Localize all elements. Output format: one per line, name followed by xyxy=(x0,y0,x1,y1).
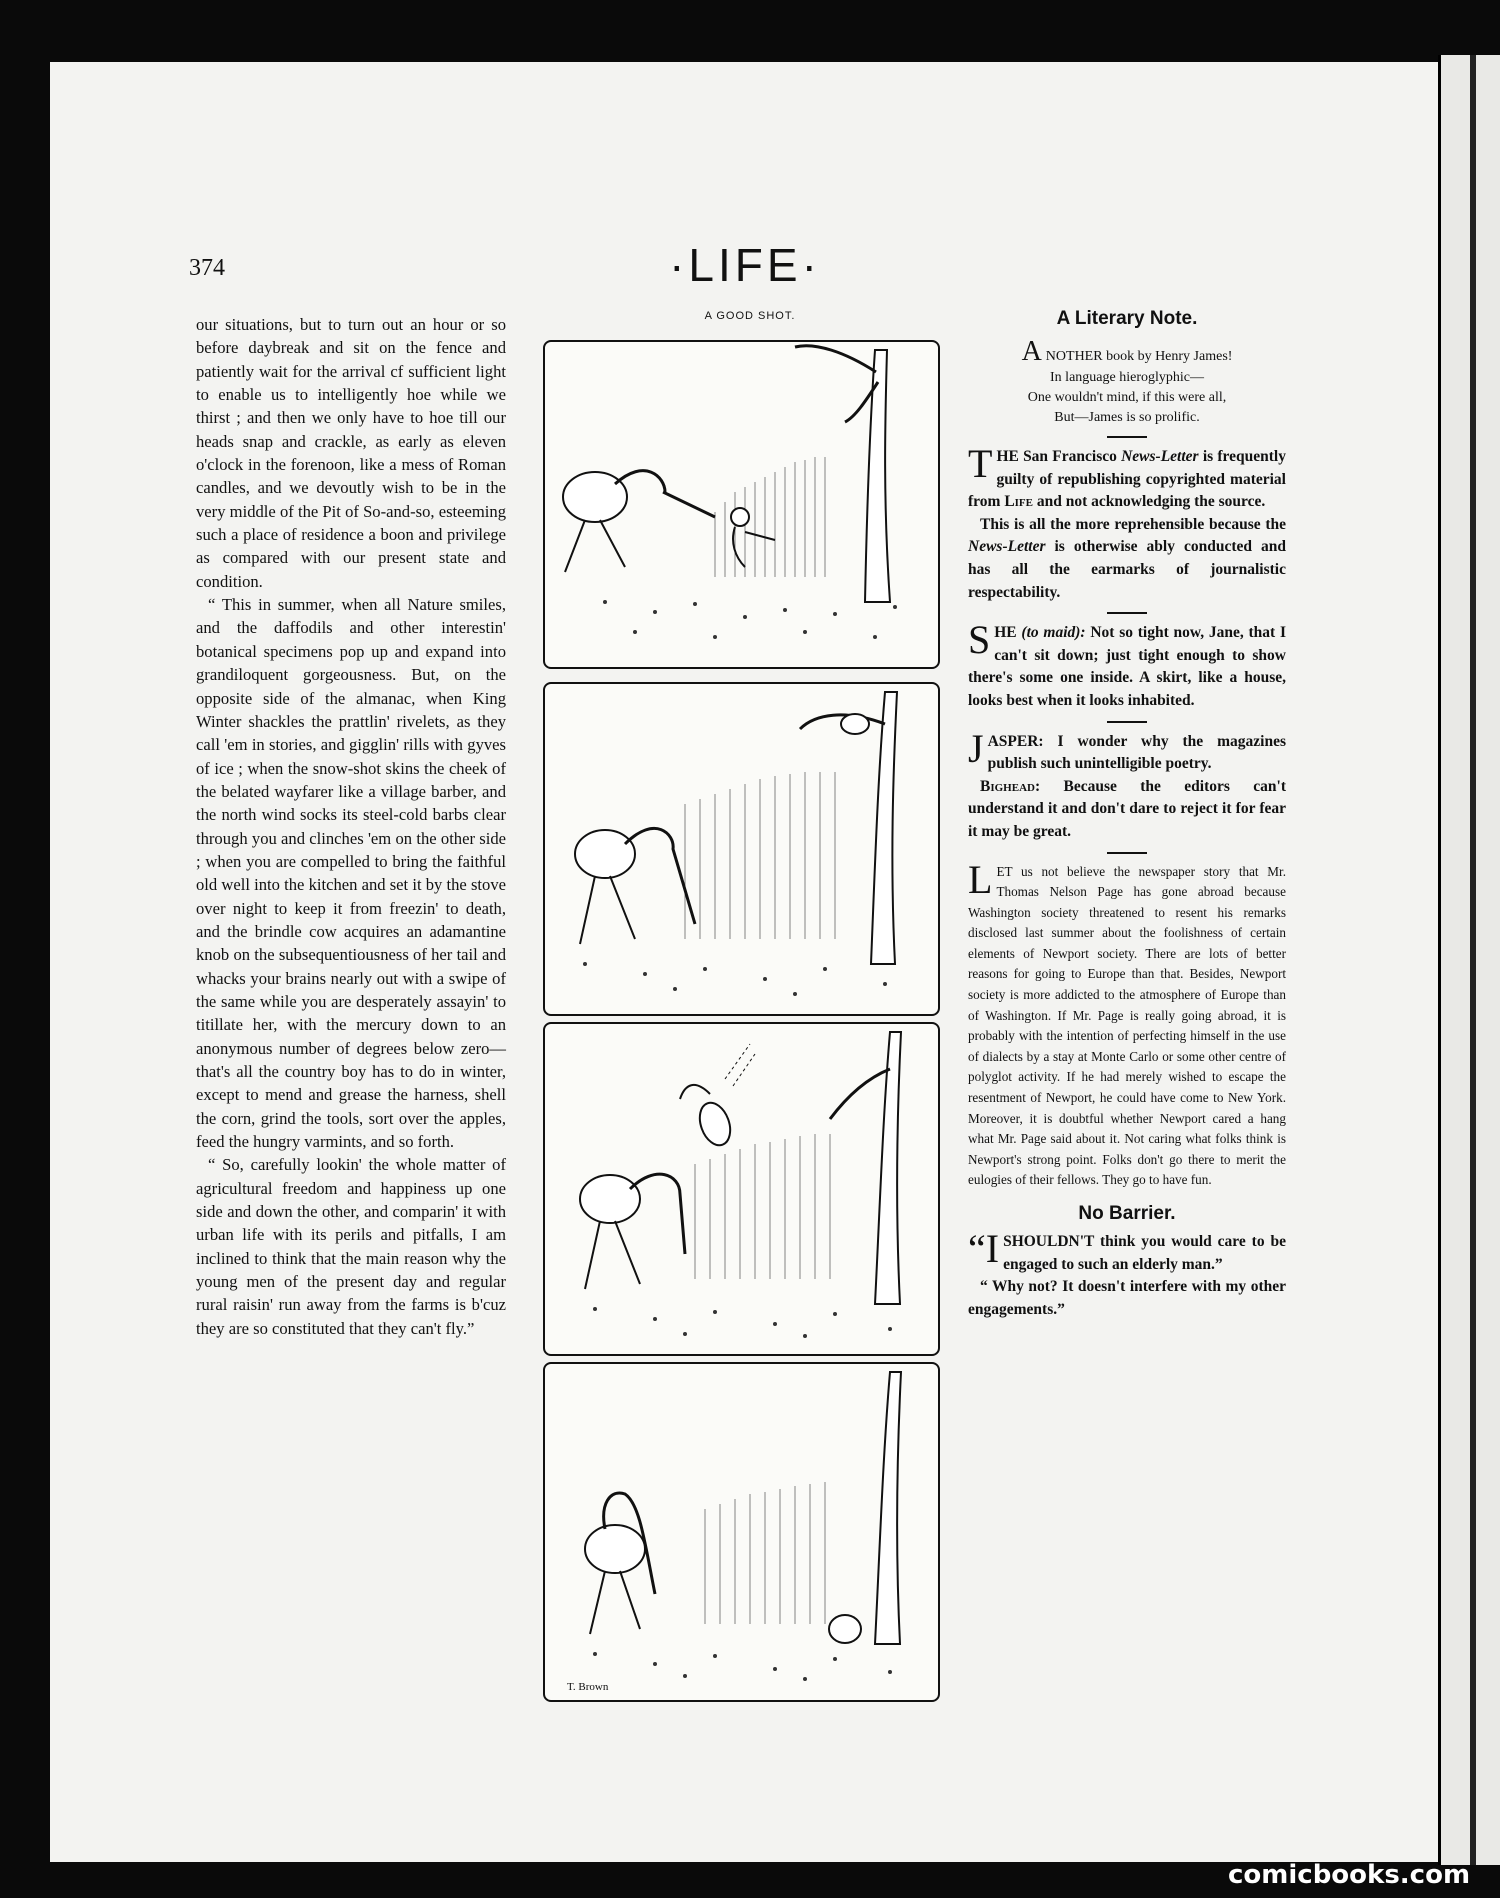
stage-direction: (to maid): xyxy=(1021,624,1086,642)
news-letter-item-2 xyxy=(968,514,1286,604)
drop-cap: T xyxy=(968,441,993,486)
left-paragraph: “ So, carefully lookin' the whole matter of agricultural freedom and happiness up one side and down the other, and comparin' it with urban life with its perils and pitfalls, I am inclined to think that the main reason why the young men of the present day and regular rural raisin' run away from the farms is b'cuz they are so constituted that they can't fly.” xyxy=(196,1155,506,1338)
cartoon-panel-2 xyxy=(543,682,940,1016)
divider xyxy=(1107,612,1147,614)
barrier-reply: “ Why not? It doesn't interfere with my other engagements.” xyxy=(968,1278,1286,1318)
item-text: HE xyxy=(994,624,1022,642)
page-item xyxy=(968,856,1286,1192)
left-column xyxy=(196,313,506,1340)
divider xyxy=(1107,436,1147,438)
item-text: HE San Francisco xyxy=(996,448,1122,465)
page-number: 374 xyxy=(189,255,225,281)
panel-4-drawing xyxy=(545,1364,938,1700)
watermark: comicbooks.com xyxy=(1228,1860,1471,1890)
news-letter-item xyxy=(968,441,1286,514)
cartoon-panel-4 xyxy=(543,1362,940,1702)
poem-line: NOTHER book by Henry James! xyxy=(1045,349,1233,364)
item-text: Because the editors can't understand it and don't dare to reject it for fear it may be great. xyxy=(968,777,1286,840)
divider xyxy=(1107,721,1147,723)
poetry-item xyxy=(968,725,1286,776)
drop-cap: S xyxy=(968,617,991,663)
speaker: Bighead: xyxy=(980,777,1041,795)
left-paragraph: “ This in summer, when all Nature smiles, and the daffodils and other interestin' botanical specimens pop up and expand into grandiloquent gorgeousness. But, on the opposite side of the almanac, when King Winter shackles the prattlin' rivelets, as they call 'em in stories, and gigglin' rills with gyves of ice ; when the snow-shot skins the cheek of the belated wayfarer like a village barber, and the north wind socks its steel-cold barbs clear through you and clinches 'em on the other side ; when you are compelled to bring the faithful old well into the kitchen and set it by the stove over night to keep it from freezin' to death, and the brindle cow acquires an adamantine knob on the subsequentiousness of her tail and whacks your brains nearly out with a swipe of the same while you are desperately assayin' to titillate her, with the mercury down to an anonymous number of degrees below zero—that's all the country boy has to do in winter, except to mend and grease the harness, shell the corn, grind the tools, sort over the apples, feed the hungry varmints, and so forth. xyxy=(196,595,506,1152)
panel-2-drawing xyxy=(545,684,938,1014)
literary-poem xyxy=(968,336,1286,428)
maid-item xyxy=(968,617,1287,712)
cartoon-panel-1 xyxy=(543,340,940,669)
panel-3-drawing xyxy=(545,1024,938,1354)
life-name: Life xyxy=(1004,493,1033,511)
cartoon-panel-3 xyxy=(543,1022,940,1356)
barrier-item xyxy=(968,1226,1286,1276)
item-text: is otherwise ably conducted and has all the earmarks of journalistic respectability. xyxy=(968,538,1286,601)
item-text: This is all the more reprehensible because the xyxy=(980,515,1286,533)
no-barrier-title: No Barrier. xyxy=(1078,1203,1176,1224)
item-text: ET us not believe the newspaper story that Mr. Thomas Nelson Page has gone abroad because Washington society threatened to resent his remarks disclosed last summer about the foolishness of certain elements of Newport society. There are lots of better reasons for going to Europe than that. Besides, Newport society is more addicted to the atmosphere of Europe than of Washington. If Mr. Page is really going abroad, it is probably with the intention of perfecting himself in the use of dialects by a stay at Monte Carlo or some other centre of polyglot activity. If he had merely wished to escape the resentment of Newport, he could have come to New York. Moreover, it is doubtful whether Newport cared a hang what Mr. Page said about it. Not caring what folks think is Newport's strong point. Folks don't go there to merit the eulogies of their fellows. They go to have fun. xyxy=(968,863,1286,1188)
left-paragraph: our situations, but to turn out an hour or so before daybreak and sit on the fence and patiently wait for the arrival cf sufficient light to enable us to intelligently hoe while we thirst ; and then we only have to hoe till our heads snap and crackle, as early as eleven o'clock in the forenoon, like a mess of Roman candles, and we devoutly wish to be in the very middle of the Pit of So-and-so, esteeming such a place of residence a boon and privilege as compared with our present state and condition. xyxy=(196,315,506,591)
facing-page-edge xyxy=(1438,55,1500,1865)
divider xyxy=(1107,852,1147,854)
item-text: SHOULDN'T think you would care to be engaged to such an elderly man.” xyxy=(1003,1233,1286,1273)
binding-shadow xyxy=(1470,55,1476,1865)
artist-signature: T. Brown xyxy=(567,1681,609,1693)
drop-cap: “I xyxy=(968,1226,1000,1271)
item-text: and not acknowledging the source. xyxy=(1033,493,1266,511)
panel-1-drawing xyxy=(545,342,938,667)
poem-line: In language hieroglyphic— xyxy=(1050,370,1204,385)
drop-cap: J xyxy=(968,725,984,771)
drop-cap: A xyxy=(1021,336,1042,367)
right-column xyxy=(968,308,1286,1321)
poem-line: But—James is so prolific. xyxy=(1054,410,1200,425)
item-text: is frequently guilty of republishing copyrighted material from xyxy=(968,448,1286,511)
poetry-reply xyxy=(968,776,1286,844)
paper-name: News-Letter xyxy=(1121,448,1199,465)
drop-cap: L xyxy=(968,856,993,902)
literary-note-title: A Literary Note. xyxy=(1056,308,1198,329)
paper-name: News-Letter xyxy=(968,538,1046,556)
masthead: ·LIFE· xyxy=(669,239,821,291)
cartoon-caption: A GOOD SHOT. xyxy=(704,310,796,322)
item-text: Not so tight now, Jane, that I can't sit down; just tight enough to show there's some one inside. A skirt, like a house, looks best when it looks inhabited. xyxy=(968,624,1287,709)
item-text: ASPER: I wonder why the magazines publish such unintelligible poetry. xyxy=(987,732,1286,773)
poem-line: One wouldn't mind, if this were all, xyxy=(1027,390,1227,405)
